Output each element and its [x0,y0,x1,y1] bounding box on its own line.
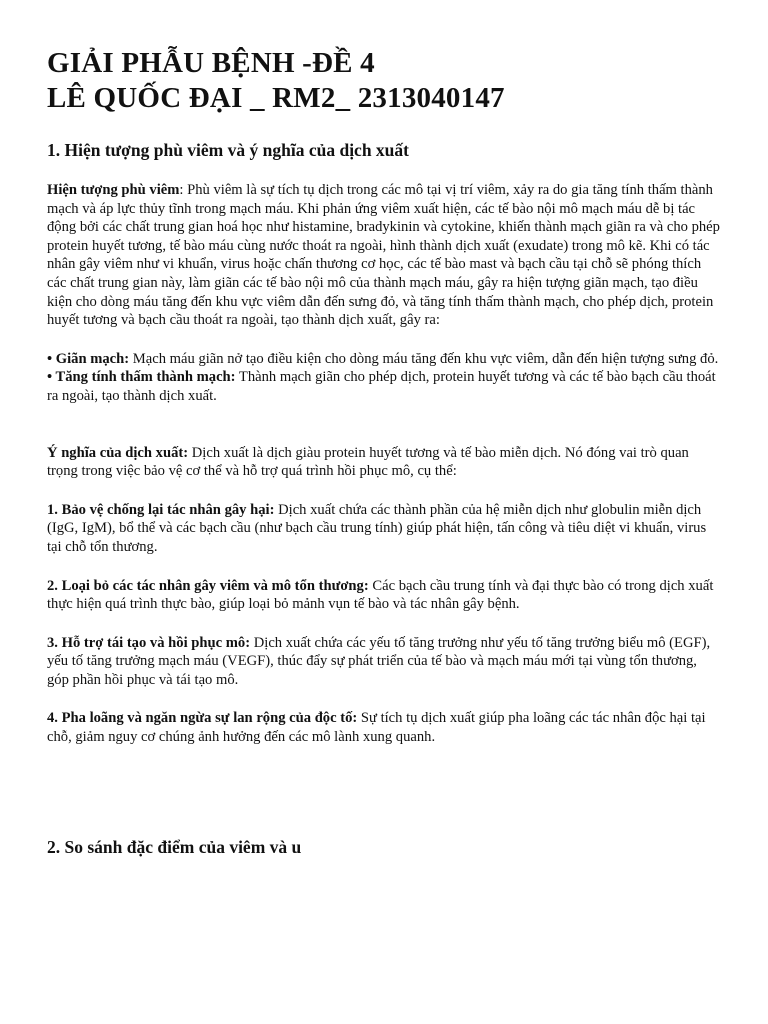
point-4 [47,709,722,746]
point-1 [47,501,722,557]
section-2-heading: 2. So sánh đặc điểm của viêm và u [47,836,302,857]
intro-label: Hiện tượng phù viêm [47,182,180,198]
section-1-heading: 1. Hiện tượng phù viêm và ý nghĩa của dịch xuất [47,140,409,160]
point-text: Sự tích tụ dịch xuất giúp pha loãng các tác nhân độc hại tại chỗ, giảm nguy cơ chúng ảnh hưởng đến các mô lành xung quanh. [47,710,706,746]
bullet-text: Thành mạch giãn cho phép dịch, protein huyết tương và các tế bào bạch cầu thoát ra ngoài, tạo thành dịch xuất. [47,369,716,404]
point-text: Các bạch cầu trung tính và đại thực bào có trong dịch xuất thực hiện quá trình thực bào, giúp loại bỏ mảnh vụn tế bào và tác nhân gây bệnh. [47,577,714,613]
point-3 [47,634,722,690]
point-text: Dịch xuất chứa các thành phần của hệ miễn dịch như globulin miễn dịch (IgG, IgM), bổ thể và các bạch cầu (như bạch cầu trung tính) giúp phát hiện, tấn công và tiêu diệt vi khuẩn, virus tại chỗ tổn thương. [47,501,707,555]
title-line-1: GIẢI PHẪU BỆNH -ĐỀ 4 [47,47,375,79]
intro-text: : Phù viêm là sự tích tụ dịch trong các mô tại vị trí viêm, xảy ra do gia tăng tính thấm thành mạch và áp lực thủy tĩnh trong mạch máu. Khi phản ứng viêm xuất hiện, các tế bào nội mô mạch máu dễ bị tác động bởi các chất trung gian hoá học như histamine, bradykinin và cytokine, khiến thành mạch giãn ra và cho phép protein huyết tương, tế bào máu cùng nước thoát ra ngoài, hình thành dịch xuất (exudate) trong mô kẽ. Khi có tác nhân gây viêm như vi khuẩn, virus hoặc chấn thương cơ học, các tế bào mast và bạch cầu tại chỗ sẽ phóng thích các chất trung gian này, làm giãn các tế bào nội mô của thành mạch máu, gây ra hiện tượng giãn mạch, tạo điều kiện cho dòng máu tăng đến khu vực viêm dẫn đến sưng đỏ, và tăng tính thấm thành mạch, cho phép dịch, protein huyết tương và bạch cầu thoát ra ngoài, tạo thành dịch xuất, gây ra: [47,182,720,329]
point-2 [47,577,722,614]
meaning-paragraph [47,444,722,481]
title-line-2: LÊ QUỐC ĐẠI _ RM2_ 2313040147 [47,82,505,114]
bullet-label: • Tăng tính thấm thành mạch: [47,369,236,386]
intro-paragraph [47,181,722,330]
bullet-permeability [47,368,722,405]
bullet-vasodilation [47,350,722,369]
point-label: 4. Pha loãng và ngăn ngừa sự lan rộng của độc tố: [47,710,358,727]
bullet-label: • Giãn mạch: [47,350,130,367]
point-label: 2. Loại bỏ các tác nhân gây viêm và mô tổn thương: [47,577,369,594]
point-text: Dịch xuất chứa các yếu tố tăng trưởng như yếu tố tăng trưởng biểu mô (EGF), yếu tố tăng trưởng mạch máu (VEGF), thúc đẩy sự phát triển của tế bào và mạch máu mới tại vùng tổn thương, góp phần hồi phục và tái tạo mô. [47,634,711,688]
point-label: 3. Hỗ trợ tái tạo và hồi phục mô: [47,634,251,651]
document-title [47,46,722,116]
meaning-label: Ý nghĩa của dịch xuất: [47,444,189,461]
bullet-text: Mạch máu giãn nở tạo điều kiện cho dòng máu tăng đến khu vực viêm, dẫn đến hiện tượng sưng đỏ. [129,350,719,367]
meaning-text: Dịch xuất là dịch giàu protein huyết tương và tế bào miễn dịch. Nó đóng vai trò quan trọng trong việc bảo vệ cơ thể và hỗ trợ quá trình hồi phục mô, cụ thể: [47,444,689,480]
point-label: 1. Bảo vệ chống lại tác nhân gây hại: [47,501,275,518]
